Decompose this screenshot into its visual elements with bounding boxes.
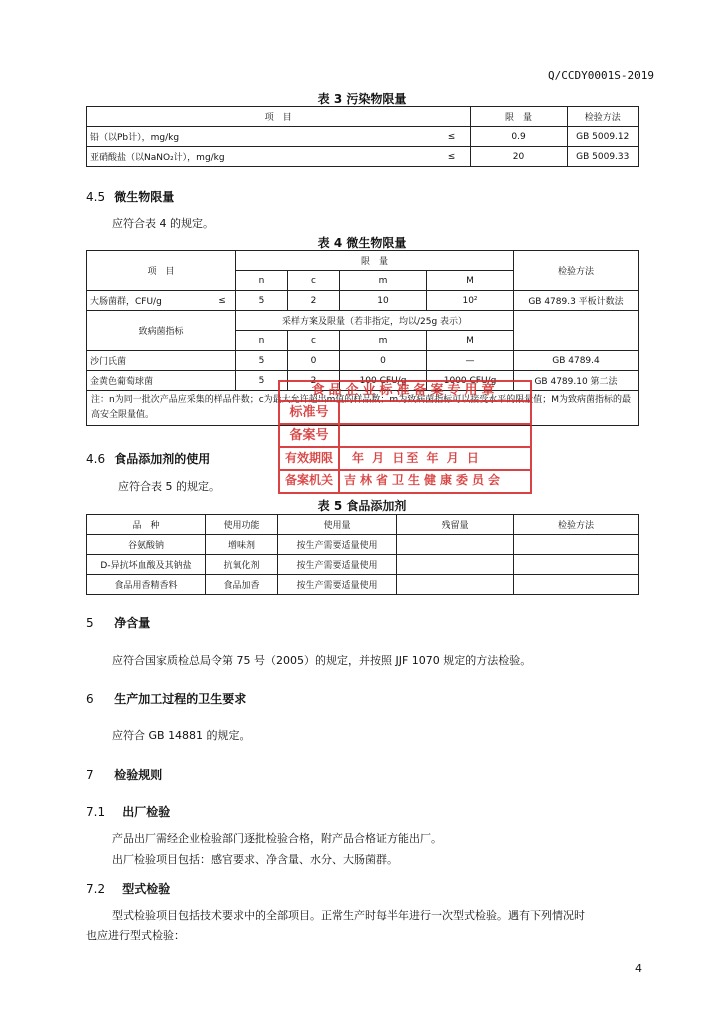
table-cell: 金黄色葡萄球菌 bbox=[87, 371, 236, 391]
table3-caption: 表 3 污染物限量 bbox=[317, 92, 407, 106]
table4-header-item: 项 目 bbox=[87, 251, 236, 291]
section-title: 微生物限量 bbox=[114, 190, 175, 204]
table-row bbox=[87, 311, 639, 331]
table-cell: 增味剂 bbox=[206, 535, 278, 555]
section-title: 食品添加剂的使用 bbox=[114, 452, 211, 466]
section-7-2-heading bbox=[86, 880, 170, 897]
table4-caption: 表 4 微生物限量 bbox=[317, 236, 407, 250]
stamp-label: 有效期限 bbox=[280, 448, 340, 469]
section-7-2-text-2: 也应进行型式检验： bbox=[86, 929, 185, 942]
table-cell: M bbox=[427, 271, 514, 291]
section-7-1-heading bbox=[86, 803, 170, 820]
table-cell bbox=[397, 575, 514, 595]
table-cell: 致病菌指标 bbox=[87, 311, 236, 351]
table-row bbox=[87, 147, 639, 167]
table-cell: GB 4789.3 平板计数法 bbox=[514, 291, 639, 311]
section-title: 检验规则 bbox=[114, 768, 163, 782]
table-cell: m bbox=[340, 271, 427, 291]
table-cell bbox=[514, 535, 639, 555]
table-cell: 亚硝酸盐（以NaNO₂计），mg/kg bbox=[87, 147, 434, 167]
stamp-row bbox=[280, 402, 530, 425]
section-7-heading bbox=[86, 766, 162, 783]
table-cell bbox=[514, 311, 639, 351]
table-cell: M bbox=[427, 331, 514, 351]
table-cell: 0 bbox=[340, 351, 427, 371]
section-title: 生产加工过程的卫生要求 bbox=[114, 692, 247, 706]
table-row bbox=[87, 515, 639, 535]
table-row bbox=[87, 535, 639, 555]
section-number: 7.1 bbox=[86, 805, 106, 819]
table5-header: 使用量 bbox=[278, 515, 397, 535]
table-cell: 大肠菌群，CFU/g bbox=[87, 291, 210, 311]
table-cell: 铅（以Pb计），mg/kg bbox=[87, 127, 434, 147]
table-cell: c bbox=[288, 271, 340, 291]
section-4-6-text: 应符合表 5 的规定。 bbox=[118, 480, 220, 493]
table-cell: 按生产需要适量使用 bbox=[278, 575, 397, 595]
section-title: 型式检验 bbox=[122, 882, 171, 896]
table-cell: ≤ bbox=[434, 127, 471, 147]
table-cell: ≤ bbox=[209, 291, 236, 311]
stamp-row bbox=[280, 425, 530, 448]
table-cell: 按生产需要适量使用 bbox=[278, 555, 397, 575]
filing-stamp bbox=[278, 380, 532, 494]
table4-note: 注：n为同一批次产品应采集的样品件数；c为最大允许超出m值的样品数；m为致病菌指标可以接受水平的限量值；M为致病菌指标的最高安全限量值。 bbox=[87, 391, 639, 426]
table-cell: 谷氨酸钠 bbox=[87, 535, 206, 555]
stamp-value: 吉林省卫生健康委员会 bbox=[344, 473, 505, 487]
stamp-value: 年 月 日至 年 月 日 bbox=[352, 451, 481, 465]
table5-header: 残留量 bbox=[397, 515, 514, 535]
section-7-1-text-1: 产品出厂需经企业检验部门逐批检验合格，附产品合格证方能出厂。 bbox=[112, 832, 442, 845]
table3 bbox=[86, 106, 639, 167]
section-number: 6 bbox=[86, 692, 94, 706]
section-6-text: 应符合 GB 14881 的规定。 bbox=[112, 729, 251, 742]
document-code: Q/CCDY0001S-2019 bbox=[548, 69, 654, 82]
table3-header-item: 项 目 bbox=[87, 107, 471, 127]
table-cell: 0 bbox=[288, 351, 340, 371]
table-cell: n bbox=[236, 331, 288, 351]
table-cell: 5 bbox=[236, 291, 288, 311]
table-cell: c bbox=[288, 331, 340, 351]
stamp-row bbox=[280, 448, 530, 471]
table-cell: GB 4789.10 第二法 bbox=[514, 371, 639, 391]
table-cell: n bbox=[236, 271, 288, 291]
stamp-title: 食品企业标准备案专用章 bbox=[280, 382, 530, 402]
section-number: 4.6 bbox=[86, 452, 106, 466]
table4-header-method: 检验方法 bbox=[514, 251, 639, 291]
table-cell: 0.9 bbox=[470, 127, 567, 147]
table-row bbox=[87, 251, 639, 271]
stamp-label: 备案号 bbox=[280, 425, 340, 446]
table5-header: 品 种 bbox=[87, 515, 206, 535]
table-cell: 10² bbox=[427, 291, 514, 311]
table-cell: 100 CFU/g bbox=[340, 371, 427, 391]
table-cell bbox=[514, 575, 639, 595]
table-cell: 10 bbox=[340, 291, 427, 311]
table-cell: GB 4789.4 bbox=[514, 351, 639, 371]
section-5-text: 应符合国家质检总局令第 75 号（2005）的规定，并按照 JJF 1070 规定的方法检验。 bbox=[112, 654, 532, 667]
table-cell: ≤ bbox=[434, 147, 471, 167]
table-cell bbox=[397, 555, 514, 575]
section-title: 出厂检验 bbox=[122, 805, 171, 819]
table-cell: 2 bbox=[288, 371, 340, 391]
table4-header-limit: 限 量 bbox=[236, 251, 514, 271]
stamp-label: 标准号 bbox=[280, 402, 340, 423]
table-cell: — bbox=[427, 351, 514, 371]
table-row bbox=[87, 127, 639, 147]
page-number: 4 bbox=[635, 962, 642, 975]
table3-header-limit: 限 量 bbox=[470, 107, 567, 127]
section-number: 7 bbox=[86, 768, 94, 782]
section-number: 4.5 bbox=[86, 190, 106, 204]
table5-caption: 表 5 食品添加剂 bbox=[317, 499, 407, 513]
table-cell: 食品加香 bbox=[206, 575, 278, 595]
table-row bbox=[87, 555, 639, 575]
section-number: 7.2 bbox=[86, 882, 106, 896]
table5 bbox=[86, 514, 639, 595]
table-cell: 20 bbox=[470, 147, 567, 167]
table-cell bbox=[514, 555, 639, 575]
table-cell: 采样方案及限量（若非指定，均以/25g 表示） bbox=[236, 311, 514, 331]
table-row bbox=[87, 575, 639, 595]
table5-header: 检验方法 bbox=[514, 515, 639, 535]
table-cell: 5 bbox=[236, 371, 288, 391]
section-title: 净含量 bbox=[114, 616, 151, 630]
table-cell: 1000 CFU/g bbox=[427, 371, 514, 391]
table-cell: 抗氧化剂 bbox=[206, 555, 278, 575]
stamp-row bbox=[280, 471, 530, 492]
table-cell: 按生产需要适量使用 bbox=[278, 535, 397, 555]
table-row bbox=[87, 107, 639, 127]
table-cell: m bbox=[340, 331, 427, 351]
table-row bbox=[87, 351, 639, 371]
section-7-2-text-1: 型式检验项目包括技术要求中的全部项目。正常生产时每半年进行一次型式检验。遇有下列情况时 bbox=[112, 909, 585, 922]
section-6-heading bbox=[86, 690, 246, 707]
table-cell: GB 5009.33 bbox=[567, 147, 638, 167]
table-cell: 食品用香精香料 bbox=[87, 575, 206, 595]
table5-header: 使用功能 bbox=[206, 515, 278, 535]
table-cell: 5 bbox=[236, 351, 288, 371]
stamp-label: 备案机关 bbox=[280, 471, 340, 492]
table-cell: 2 bbox=[288, 291, 340, 311]
section-4-5-text: 应符合表 4 的规定。 bbox=[112, 217, 214, 230]
section-4-5-heading bbox=[86, 188, 174, 205]
table-cell: D-异抗坏血酸及其钠盐 bbox=[87, 555, 206, 575]
section-4-6-heading bbox=[86, 450, 210, 467]
table-row bbox=[87, 291, 639, 311]
table-cell: 沙门氏菌 bbox=[87, 351, 236, 371]
table-cell bbox=[397, 535, 514, 555]
table3-header-method: 检验方法 bbox=[567, 107, 638, 127]
section-5-heading bbox=[86, 614, 150, 631]
section-number: 5 bbox=[86, 616, 94, 630]
table-cell: GB 5009.12 bbox=[567, 127, 638, 147]
section-7-1-text-2: 出厂检验项目包括：感官要求、净含量、水分、大肠菌群。 bbox=[112, 853, 398, 866]
